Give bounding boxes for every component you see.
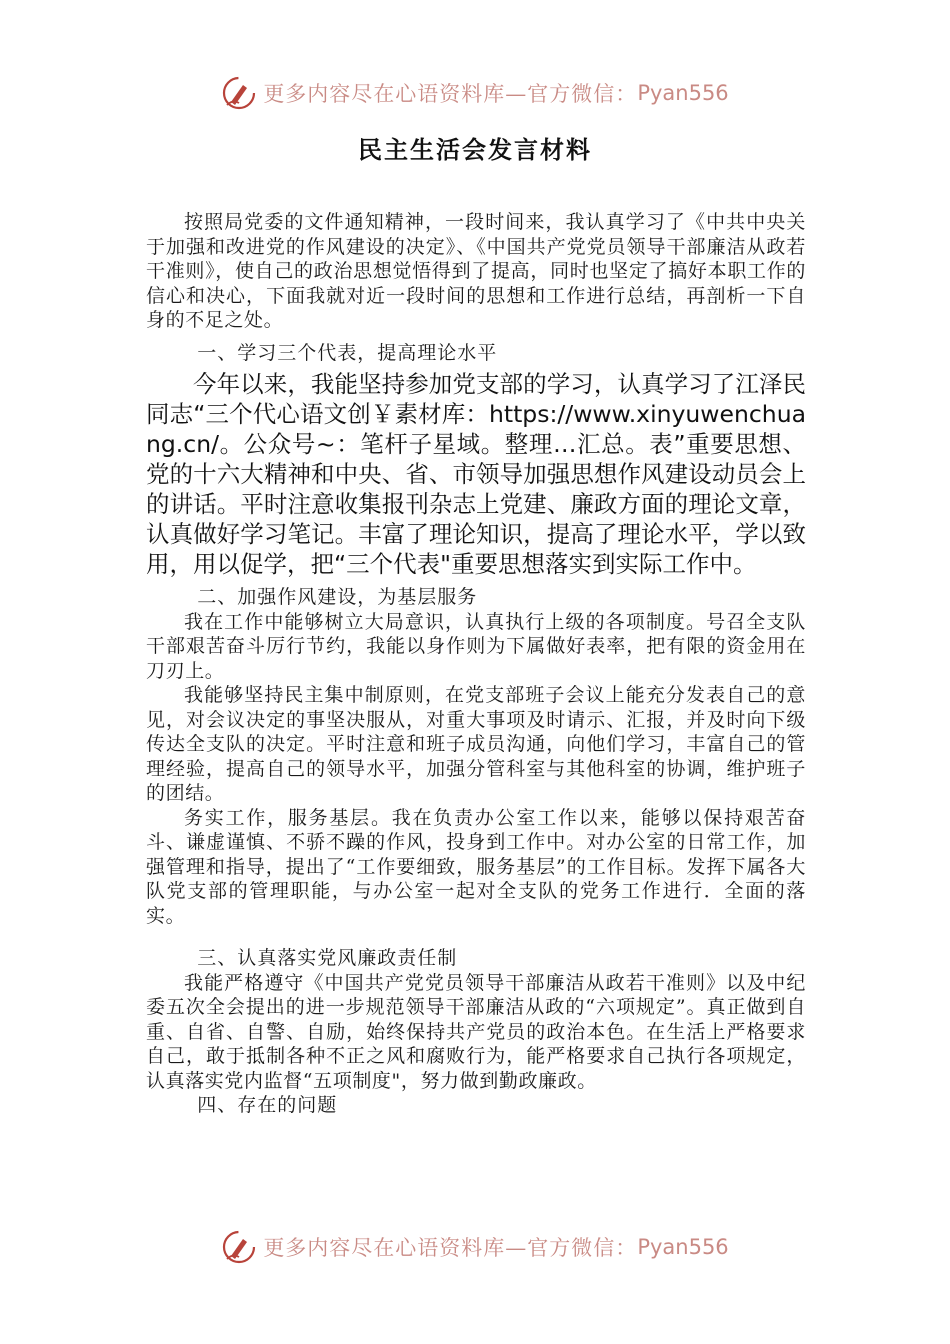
watermark-handle: Pyan556 — [637, 1235, 729, 1259]
pen-nib-logo-icon — [221, 75, 257, 111]
document-title: 民主生活会发言材料 — [358, 135, 592, 164]
section-1-body: 今年以来，我能坚持参加党支部的学习，认真学习了江泽民同志“三个代心语文创￥素材库：https://www.xinyuwenchuang.cn/。公众号~：笔杆子星域。整理…汇总。表”重要思想、党的十六大精神和中央、省、市领导加强思想作风建设动员会上的讲话。平时注意收集报刊杂志上党建、廉政方面的理论文章，认真做好学习笔记。丰富了理论知识，提高了理论水平，学以致用，用以促学，把“三个代表"重要思想落实到实际工作中。 — [146, 370, 806, 578]
section-4-heading: 四、存在的问题 — [197, 1094, 338, 1116]
watermark-banner-top — [0, 70, 950, 116]
section-1-heading: 一、学习三个代表，提高理论水平 — [197, 341, 498, 364]
watermark-text: 更多内容尽在心语资料库—官方微信： — [263, 82, 638, 106]
section-2-heading: 二、加强作风建设，为基层服务 — [197, 586, 478, 608]
pen-nib-logo-icon — [221, 1229, 257, 1265]
intro-paragraph: 按照局党委的文件通知精神，一段时间来，我认真学习了《中共中央关于加强和改进党的作风建设的决定》、《中国共产党党员领导干部廉洁从政若干准则》，使自己的政治思想觉悟得到了提高，同时也坚定了搞好本职工作的信心和决心，下面我就对近一段时间的思想和工作进行总结，再剖析一下自身的不足之处。 — [146, 211, 806, 331]
section-3-heading: 三、认真落实党风廉政责任制 — [197, 947, 458, 969]
watermark-text: 更多内容尽在心语资料库—官方微信： — [263, 1236, 638, 1260]
watermark-handle: Pyan556 — [637, 81, 729, 105]
section-3-body: 我能严格遵守《中国共产党党员领导干部廉洁从政若干准则》以及中纪委五次全会提出的进一步规范领导干部廉洁从政的“六项规定”。真正做到自重、自省、自警、自励，始终保持共产党员的政治本色。在生活上严格要求自己，敢于抵制各种不正之风和腐败行为，能严格要求自己执行各项规定，认真落实党内监督“五项制度"，努力做到勤政廉政。 — [146, 971, 806, 1092]
section-2-paragraph-2: 我能够坚持民主集中制原则，在党支部班子会议上能充分发表自己的意见，对会议决定的事坚决服从，对重大事项及时请示、汇报，并及时向下级传达全支队的决定。平时注意和班子成员沟通，向他们学习，丰富自己的管理经验，提高自己的领导水平，加强分管科室与其他科室的协调，维护班子的团结。 — [146, 684, 806, 804]
section-2-paragraph-3: 务实工作，服务基层。我在负责办公室工作以来，能够以保持艰苦奋斗、谦虚谨慎、不骄不躁的作风，投身到工作中。对办公室的日常工作，加强管理和指导，提出了“工作要细致，服务基层”的工作目标。发挥下属各大队党支部的管理职能，与办公室一起对全支队的党务工作进行．全面的落实。 — [146, 806, 806, 927]
document-body — [146, 210, 806, 1118]
watermark-banner-bottom — [0, 1224, 950, 1270]
section-2-paragraph-1: 我在工作中能够树立大局意识，认真执行上级的各项制度。号召全支队干部艰苦奋斗厉行节约，我能以身作则为下属做好表率，把有限的资金用在刀刃上。 — [146, 610, 806, 682]
